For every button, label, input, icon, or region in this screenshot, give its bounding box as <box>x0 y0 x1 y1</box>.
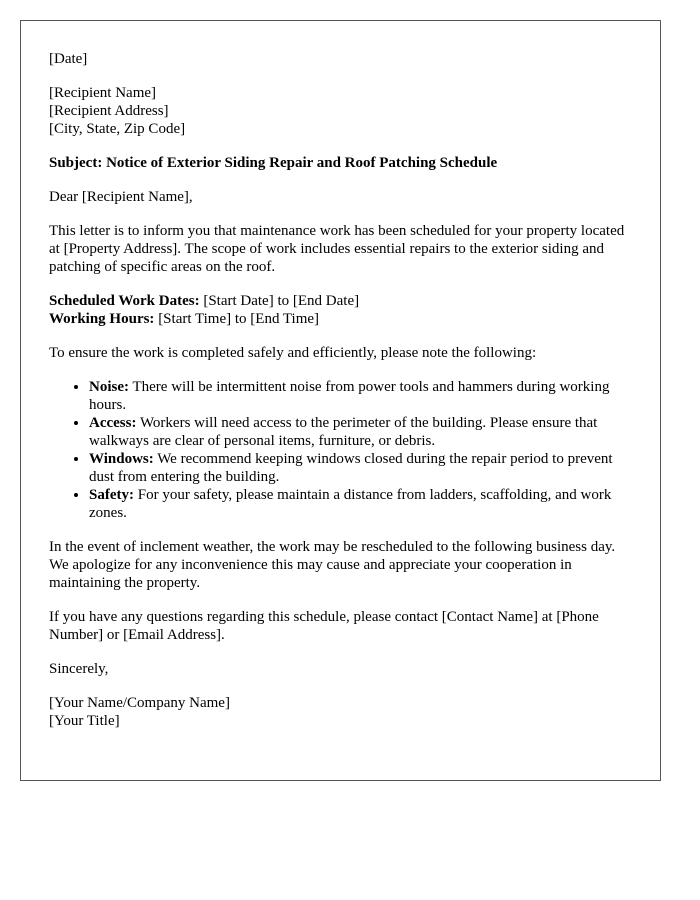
note-item-safety <box>89 486 632 522</box>
letter-container <box>20 20 661 781</box>
notes-list <box>49 378 632 522</box>
notes-intro: To ensure the work is completed safely and efficiently, please note the following: <box>49 345 537 361</box>
schedule-hours-label: Working Hours: <box>49 311 155 327</box>
note-label: Windows: <box>89 451 154 467</box>
recipient-city-state-zip: [City, State, Zip Code] <box>49 121 186 137</box>
weather-paragraph: In the event of inclement weather, the work may be rescheduled to the following business day. We apologize for any inconvenience this may cause and appreciate your cooperation in maintaining the property. <box>49 539 616 591</box>
note-label: Access: <box>89 415 137 431</box>
note-text: We recommend keeping windows closed during the repair period to prevent dust from entering the building. <box>89 451 613 485</box>
intro-paragraph: This letter is to inform you that maintenance work has been scheduled for your property located at [Property Address]. The scope of work includes essential repairs to the exterior siding and patching of specific areas on the roof. <box>49 223 625 275</box>
note-text: For your safety, please maintain a distance from ladders, scaffolding, and work zones. <box>89 487 612 521</box>
signature-name: [Your Name/Company Name] <box>49 695 230 711</box>
schedule-dates-label: Scheduled Work Dates: <box>49 293 200 309</box>
note-item-noise <box>89 378 632 414</box>
contact-paragraph: If you have any questions regarding this schedule, please contact [Contact Name] at [Phone Number] or [Email Address]. <box>49 609 599 643</box>
recipient-name: [Recipient Name] <box>49 85 157 101</box>
signature-title: [Your Title] <box>49 713 120 729</box>
letter-subject: Subject: Notice of Exterior Siding Repair and Roof Patching Schedule <box>49 155 498 171</box>
schedule-dates-line <box>49 292 632 310</box>
recipient-block <box>49 84 632 138</box>
note-item-windows <box>89 450 632 486</box>
signature-block <box>49 694 632 730</box>
note-item-access <box>89 414 632 450</box>
note-text: There will be intermittent noise from power tools and hammers during working hours. <box>89 379 610 413</box>
note-label: Noise: <box>89 379 129 395</box>
letter-greeting: Dear [Recipient Name], <box>49 189 193 205</box>
note-label: Safety: <box>89 487 134 503</box>
letter-closing: Sincerely, <box>49 661 109 677</box>
schedule-block <box>49 292 632 328</box>
schedule-hours-value: [Start Time] to [End Time] <box>154 311 320 327</box>
note-text: Workers will need access to the perimeter of the building. Please ensure that walkways are clear of personal items, furniture, or debris. <box>89 415 598 449</box>
schedule-hours-line <box>49 310 632 328</box>
schedule-dates-value: [Start Date] to [End Date] <box>199 293 360 309</box>
recipient-address: [Recipient Address] <box>49 103 169 119</box>
letter-date: [Date] <box>49 51 88 67</box>
